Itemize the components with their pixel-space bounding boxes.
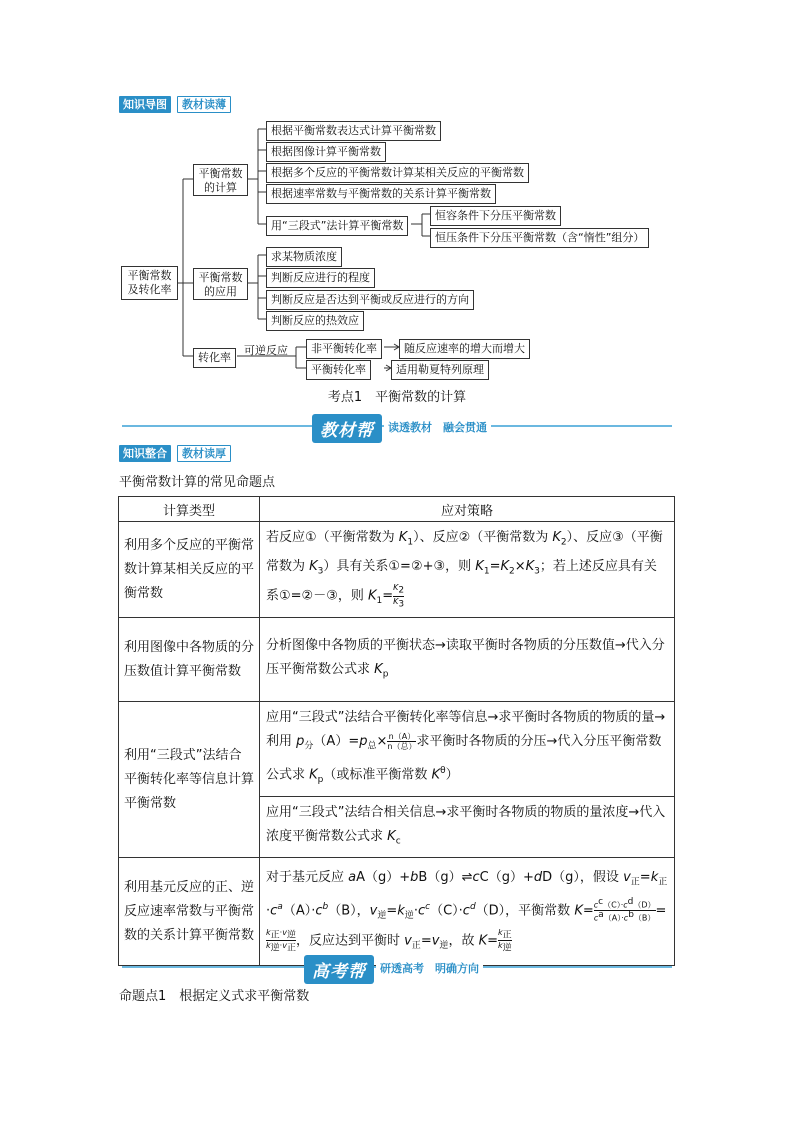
mingtidian-title: 命题点1 根据定义式求平衡常数	[119, 989, 310, 1004]
table-row	[119, 618, 675, 702]
row2-type: 利用图像中各物质的分压数值计算平衡常数	[119, 618, 260, 702]
row3-strategy-b: 应用“三段式”法结合相关信息→求平衡时各物质的物质的量浓度→代入浓度平衡常数公式求 $K_c$	[260, 796, 675, 858]
banner2-title: 高考帮	[304, 955, 374, 984]
mindmap-conv-2: 平衡转化率	[306, 360, 371, 380]
table-row	[119, 702, 675, 797]
mindmap-item-2: 根据图像计算平衡常数	[266, 142, 386, 162]
mindmap-item-8: 判断反应是否达到平衡或反应进行的方向	[266, 290, 474, 310]
banner1-sub: 读透教材 融会贯通	[384, 419, 491, 435]
mindmap-item-3: 根据多个反应的平衡常数计算某相关反应的平衡常数	[266, 163, 529, 183]
row1-strategy: 若反应①（平衡常数为 $K_1$）、反应②（平衡常数为 $K_2$）、反应③（平衡常数为 $K_3$）具有关系①=②+③，则 $K_1=K_2\times K_3$；若上述反应具有关系①=②－③，则 $K_1=$ $\frac{K_2}{K_3}$	[260, 522, 675, 618]
mindmap-item-9: 判断反应的热效应	[266, 311, 364, 331]
mindmap-reversible: 可逆反应	[244, 344, 288, 357]
mindmap-conv-1: 非平衡转化率	[306, 339, 382, 359]
mindmap-branch-conv: 转化率	[193, 348, 236, 368]
kaodian-title: 考点1 平衡常数的计算	[327, 390, 467, 405]
table-row	[119, 858, 675, 966]
row1-type: 利用多个反应的平衡常数计算某相关反应的平衡常数	[119, 522, 260, 618]
mindmap-item-1: 根据平衡常数表达式计算平衡常数	[266, 121, 441, 141]
row4-strategy: 对于基元反应 aA（g）+bB（g）⇌cC（g）+dD（g），假设 $v_正=k_正\cdot c^a(A)\cdot c^b(B)$，$v_逆=k_逆\cdot c^c(C)\cdot c^d(D)$，平衡常数 K= $\frac{c^c(C)\cdot c^d(D)}{c^a(A)\cdot c^b(B)}$ = $\frac{k_正\cdot v_逆}{k_逆\cdot v_正}$ ，反应达到平衡时 $v_正=v_逆$，故 K= $\frac{k_正}{k_逆}$	[260, 858, 675, 966]
section-heading: 平衡常数计算的常见命题点	[119, 475, 276, 490]
mindmap-item-5: 用“三段式”法计算平衡常数	[266, 216, 408, 236]
row2-strategy: 分析图像中各物质的平衡状态→读取平衡时各物质的分压数值→代入分压平衡常数公式求 $K_p$	[260, 618, 675, 702]
row3-type: 利用“三段式”法结合平衡转化率等信息计算平衡常数	[119, 702, 260, 858]
mindmap-item-6: 求某物质浓度	[266, 247, 342, 267]
mindmap-root: 平衡常数及转化率	[121, 266, 178, 300]
mindmap-branch-apply: 平衡常数的应用	[193, 268, 248, 300]
table-header-type: 计算类型	[119, 497, 260, 522]
banner1-title: 教材帮	[312, 414, 382, 443]
table-row	[119, 522, 675, 618]
mindmap-tag-a: 知识导图	[119, 96, 171, 113]
mindmap-result-2: 适用勒夏特列原理	[391, 360, 489, 380]
mindmap-sub-2: 恒压条件下分压平衡常数（含“惰性”组分）	[430, 228, 649, 248]
mindmap-branch-calc: 平衡常数的计算	[193, 164, 248, 196]
table-header-row	[119, 497, 675, 522]
section-tag-a: 知识整合	[119, 445, 171, 462]
table-header-strategy: 应对策略	[260, 497, 675, 522]
mindmap-item-4: 根据速率常数与平衡常数的关系计算平衡常数	[266, 184, 496, 204]
mindmap-sub-1: 恒容条件下分压平衡常数	[430, 206, 561, 226]
mindmap-tag-b: 教材读薄	[177, 96, 231, 113]
banner2-sub: 研透高考 明确方向	[376, 960, 483, 976]
row3-strategy-a: 应用“三段式”法结合平衡转化率等信息→求平衡时各物质的物质的量→利用 $p_分(A)=p_总\times$ $\frac{n(A)}{\text{n（总）}}$ 求平衡时各物质的分压→代入分压平衡常数公式求 $K_p$（或标准平衡常数 $K^\theta$）	[260, 702, 675, 797]
row4-type: 利用基元反应的正、逆反应速率常数与平衡常数的关系计算平衡常数	[119, 858, 260, 966]
section-tag-b: 教材读厚	[177, 445, 231, 462]
strategy-table	[118, 496, 675, 966]
mindmap-result-1: 随反应速率的增大而增大	[399, 339, 530, 359]
mindmap-item-7: 判断反应进行的程度	[266, 268, 375, 288]
